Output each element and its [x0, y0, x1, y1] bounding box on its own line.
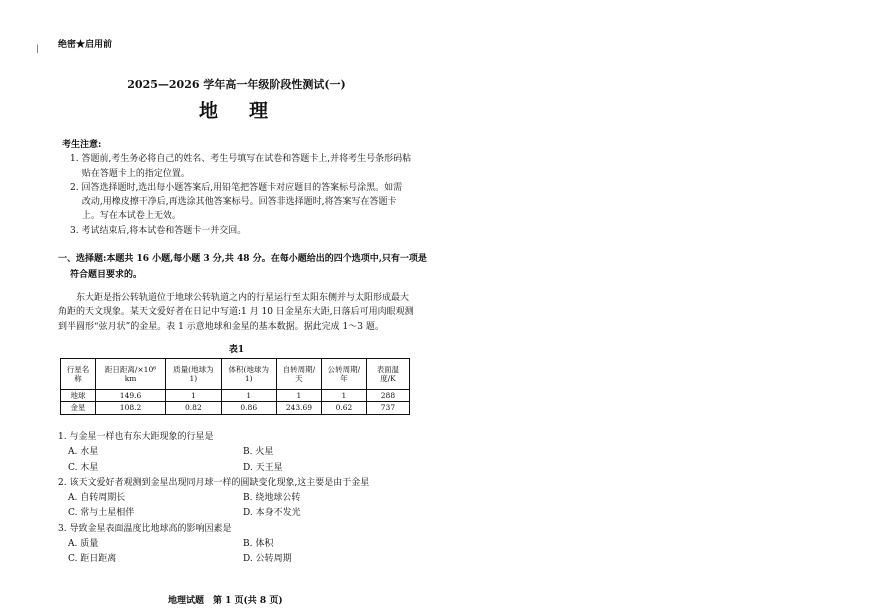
notice-line: 2. 回答选择题时,选出每小题答案后,用铅笔把答题卡对应题目的答案标号涂黑。如需: [70, 182, 403, 193]
notice-line: 1. 答题前,考生务必将自己的姓名、考生号填写在试卷和答题卡上,并将考生号条形码粘: [70, 154, 412, 165]
table-header-cell: 公转周期/年: [321, 359, 366, 390]
option-row: [58, 463, 418, 474]
table-cell: 737: [366, 402, 409, 414]
notice-title: 考生注意:: [62, 140, 102, 150]
option: C. 木星: [68, 462, 99, 473]
notice-line: 贴在答题卡上的指定位置。: [70, 168, 190, 179]
option: A. 质量: [68, 538, 99, 549]
option: C. 常与土星相伴: [68, 508, 135, 519]
table-cell: 地球: [61, 390, 96, 402]
section-heading-cont: 符合题目要求的。: [70, 270, 143, 280]
table-header-row: [61, 359, 410, 390]
table-cell: 149.6: [95, 390, 165, 402]
exam-title: 2025—2026 学年高一年级阶段性测试(一): [127, 78, 346, 91]
option: A. 自转周期长: [68, 493, 126, 503]
question-stem: 1. 与金星一样也有东大距现象的行星是: [58, 432, 214, 442]
table-header-cell: 质量(地球为 1): [166, 359, 221, 390]
notice-block: [62, 140, 422, 237]
binding-mark: |: [36, 44, 39, 53]
option: B. 火星: [243, 447, 274, 458]
option: D. 本身不发光: [243, 508, 301, 519]
table-cell: 288: [366, 390, 409, 402]
option: B. 绕地球公转: [243, 493, 301, 503]
planet-data-table: [60, 358, 410, 415]
option: D. 天王星: [243, 462, 283, 473]
table-cell: 108.2: [95, 402, 165, 414]
passage-line: 东大距是指公转轨道位于地球公转轨道之内的行星运行至太阳东侧并与太阳形成最大: [76, 293, 410, 303]
option: C. 距日距离: [68, 554, 117, 564]
option-row: [58, 554, 418, 565]
table-row: [61, 390, 410, 402]
table-header-cell: 行星名称: [61, 359, 96, 390]
passage-1: [58, 290, 433, 333]
option: A. 水星: [68, 447, 99, 458]
option-row: [58, 539, 418, 550]
option-row: [58, 508, 418, 519]
option-row: [58, 493, 418, 504]
table-cell: 金星: [61, 402, 96, 414]
table-row: [61, 402, 410, 414]
question-block-1-3: [58, 432, 418, 565]
table-cell: 1: [166, 390, 221, 402]
table-cell: 0.82: [166, 402, 221, 414]
table-header-cell: 表面温度/K: [366, 359, 409, 390]
notice-line: 上。写在本试卷上无效。: [70, 211, 181, 222]
secret-tag: 绝密★启用前: [58, 40, 113, 50]
table-cell: 0.62: [321, 402, 366, 414]
notice-line: 改动,用橡皮擦干净后,再选涂其他答案标号。回答非选择题时,将答案写在答题卡: [70, 197, 397, 207]
option-row: [58, 447, 418, 458]
notice-list: [62, 154, 422, 237]
passage-line: 角距的天文现象。某天文爱好者在日记中写道:1 月 10 日金星东大距,日落后可用肉眼观测: [58, 307, 414, 318]
table-cell: 1: [276, 390, 321, 402]
passage-line: 到半圆形“弦月状”的金星。表 1 示意地球和金星的基本数据。据此完成 1～3 题。: [58, 321, 384, 332]
subject-title: 地 理: [198, 100, 274, 122]
question-stem: 3. 导致金星表面温度比地球高的影响因素是: [58, 523, 232, 534]
table-cell: 0.86: [221, 402, 276, 414]
table-cell: 1: [321, 390, 366, 402]
table-header-cell: 体积(地球为 1): [221, 359, 276, 390]
question-stem: 2. 该天文爱好者观测到金星出现同月球一样的圆缺变化现象,这主要是由于金星: [58, 477, 370, 488]
table-header-cell: 自转周期/天: [276, 359, 321, 390]
option: D. 公转周期: [243, 554, 292, 564]
option: B. 体积: [243, 538, 274, 549]
table-title: 表1: [228, 345, 245, 355]
table-header-cell: 距日距离/×10⁶ km: [95, 359, 165, 390]
table-cell: 1: [221, 390, 276, 402]
table-cell: 243.69: [276, 402, 321, 414]
notice-line: 3. 考试结束后,将本试卷和答题卡一并交回。: [70, 225, 247, 236]
page-footer-1: 地理试题 第 1 页(共 8 页): [168, 595, 283, 606]
section-heading: 一、选择题:本题共 16 小题,每小题 3 分,共 48 分。在每小题给出的四个选项中,只有一项是: [58, 254, 427, 264]
right-page: [435, 0, 870, 615]
